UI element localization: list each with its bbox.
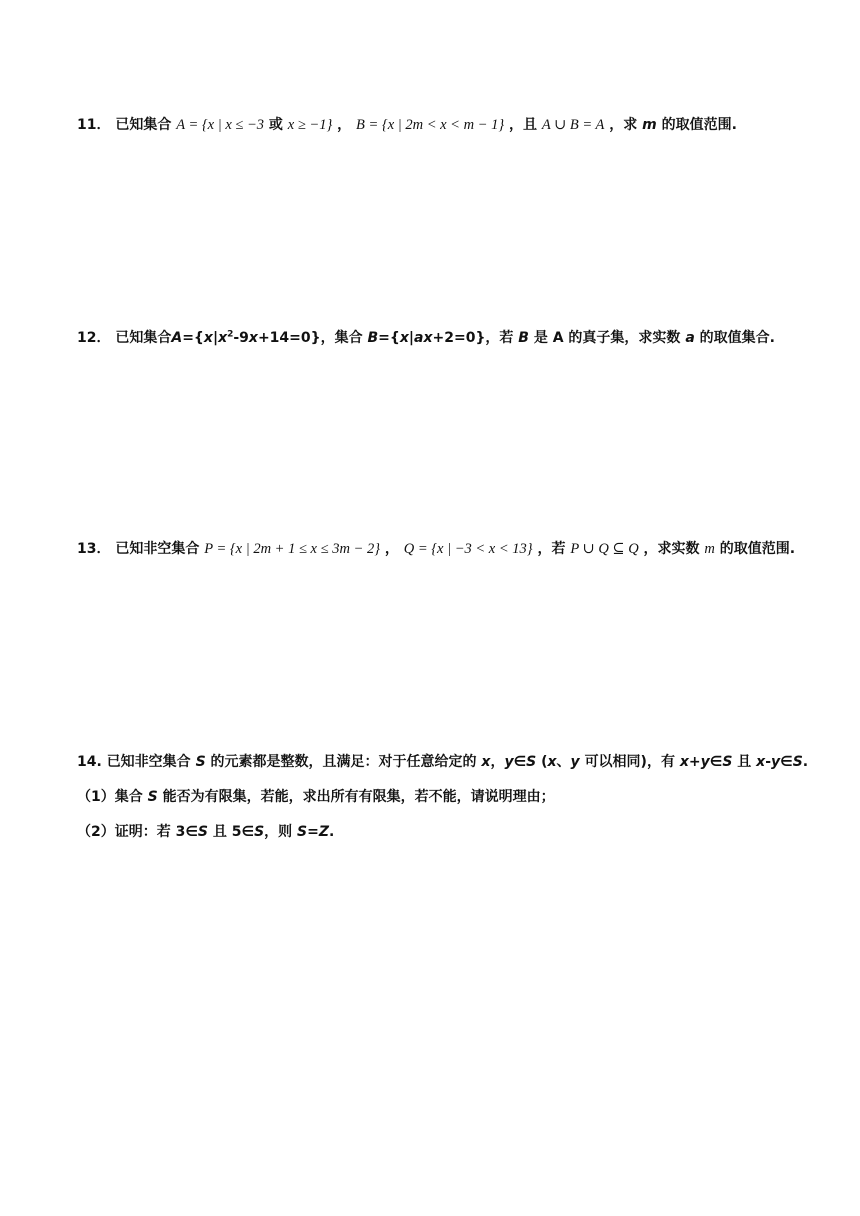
symbol: S [254,824,265,840]
question-text: | [212,330,219,346]
question-text: 可以相同)，有 [584,754,675,770]
question-text: . [802,754,809,770]
symbol: x [218,330,228,346]
symbol: y [771,754,781,770]
question-text: ， [490,754,505,770]
question-11 [77,115,737,135]
question-text: ∈ [780,754,793,770]
question-14-part-1 [77,787,555,807]
question-number: 14. [77,754,102,770]
question-13 [77,539,795,559]
question-text: 且 5∈ [212,824,255,840]
question-text: ，若 [537,541,566,557]
question-text: ，求实数 [643,541,700,557]
question-text: | [408,330,415,346]
symbol: a [685,330,695,346]
variable-m: m [642,117,657,133]
question-text: 的元素都是整数，且满足：对于任意给定的 [210,754,477,770]
question-text: 已知集合 [115,330,172,346]
question-14-part-2 [77,822,334,842]
question-text: 的取值集合. [699,330,775,346]
question-text: ， [337,117,352,133]
symbol: ax [414,330,433,346]
symbol: y [570,754,580,770]
symbol: S [147,789,158,805]
question-text: - [765,754,771,770]
set-b-formula: B = {x | 2m < x < m − 1} [356,117,505,133]
question-text: ， [384,541,399,557]
question-text: 是 A 的真子集，求实数 [533,330,681,346]
symbol: S [297,824,308,840]
question-text: （2）证明：若 3∈ [77,824,198,840]
set-a-formula-tail: x ≥ −1} [287,117,333,133]
question-12 [77,328,775,348]
question-text: = [307,824,319,840]
question-text: 已知非空集合 [106,754,191,770]
symbol: S [526,754,537,770]
question-text: + [688,754,701,770]
question-text: ( [541,754,548,770]
symbol: x [547,754,557,770]
question-text: 的取值范围. [719,541,796,557]
subset-condition: P ∪ Q ⊆ Q [570,541,639,557]
set-q-formula: Q = {x | −3 < x < 13} [403,541,533,557]
symbol: x [203,330,213,346]
question-text: ，则 [264,824,293,840]
question-number: 12． [77,330,111,346]
question-14 [77,752,808,772]
symbol: S [195,754,206,770]
question-text: 能否为有限集，若能，求出所有有限集，若不能，请说明理由； [162,789,555,805]
question-number: 13． [77,541,111,557]
symbol: x [679,754,689,770]
question-number: 11． [77,117,111,133]
symbol: A [171,330,183,346]
question-text: 已知集合 [115,117,172,133]
question-text: -9 [233,330,249,346]
symbol: x [248,330,258,346]
set-a-formula: A = {x | x ≤ −3 [176,117,265,133]
question-text: +2=0}，若 [432,330,514,346]
question-text: 、 [556,754,571,770]
question-text: 已知非空集合 [115,541,200,557]
question-text: ，求 [609,117,638,133]
symbol: S [792,754,803,770]
symbol: S [722,754,733,770]
question-text: . [329,824,335,840]
symbol: y [700,754,710,770]
symbol: x [399,330,409,346]
symbol: B [367,330,379,346]
exponent: 2 [227,329,234,340]
symbol: B [518,330,529,346]
symbol: S [197,824,209,840]
symbol: x [481,754,491,770]
question-text: 且 [737,754,752,770]
set-p-formula: P = {x | 2m + 1 ≤ x ≤ 3m − 2} [204,541,380,557]
question-text: ={ [182,330,204,346]
question-text: ∈ [513,754,527,770]
question-text: 的取值范围. [661,117,737,133]
symbol: y [504,754,514,770]
question-text: ∈ [709,754,723,770]
question-text: ，且 [509,117,538,133]
question-text: 或 [268,117,283,133]
question-text: +14=0}，集合 [257,330,363,346]
union-condition: A ∪ B = A [541,117,605,133]
symbol: Z [318,824,330,840]
question-text: ={ [378,330,400,346]
symbol: x [756,754,766,770]
question-text: （1）集合 [77,789,143,805]
variable-m: m [704,541,715,557]
